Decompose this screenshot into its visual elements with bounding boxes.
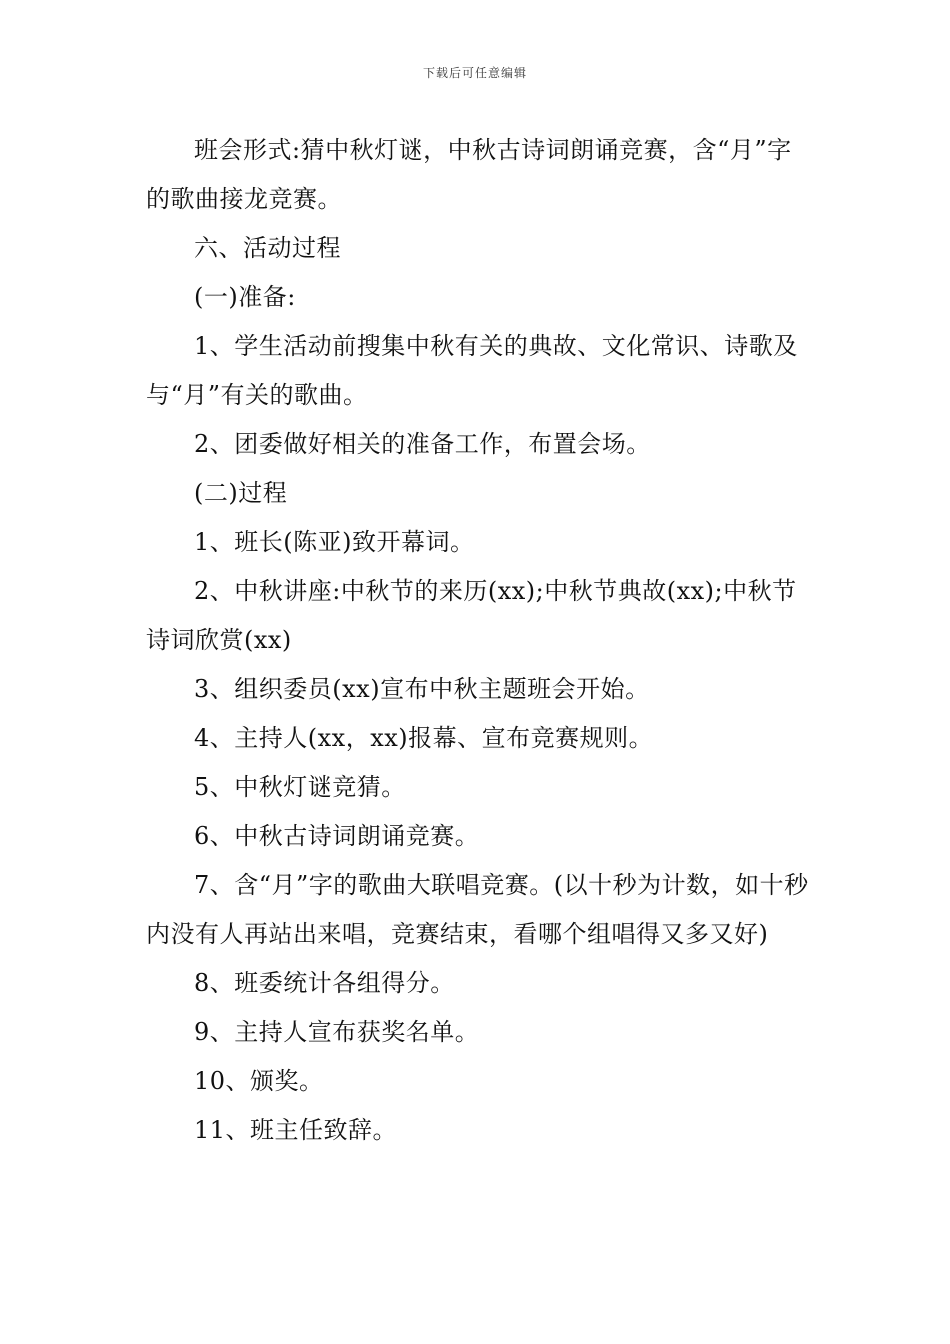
list-item-process-5: 5、中秋灯谜竞猜。 [194, 773, 406, 801]
subheading-process: (二)过程 [194, 479, 288, 507]
list-item-process-10: 10、颁奖。 [194, 1067, 324, 1095]
list-item-process-8: 8、班委统计各组得分。 [194, 969, 455, 997]
list-item-process-1: 1、班长(陈亚)致开幕词。 [194, 528, 475, 556]
list-item-process-4: 4、主持人(xx，xx)报幕、宣布竞赛规则。 [194, 724, 654, 752]
page-header: 下载后可任意编辑 [422, 66, 527, 80]
paragraph-class-format: 班会形式:猜中秋灯谜，中秋古诗词朗诵竞赛，含“月”字的歌曲接龙竞赛。 [146, 136, 792, 213]
list-item-process-6: 6、中秋古诗词朗诵竞赛。 [194, 822, 480, 850]
document-body [146, 126, 810, 1155]
list-item-process-3: 3、组织委员(xx)宣布中秋主题班会开始。 [194, 675, 650, 703]
list-item-process-7: 7、含“月”字的歌曲大联唱竞赛。(以十秒为计数，如十秒内没有人再站出来唱，竞赛结束，看哪个组唱得又多又好) [146, 871, 809, 948]
list-item-process-2: 2、中秋讲座:中秋节的来历(xx);中秋节典故(xx);中秋节诗词欣赏(xx) [146, 577, 797, 654]
list-item-prep-1: 1、学生活动前搜集中秋有关的典故、文化常识、诗歌及与“月”有关的歌曲。 [146, 332, 798, 409]
heading-activity-process: 六、活动过程 [194, 234, 341, 262]
subheading-preparation: (一)准备: [194, 283, 296, 311]
list-item-process-11: 11、班主任致辞。 [194, 1116, 398, 1144]
list-item-prep-2: 2、团委做好相关的准备工作，布置会场。 [194, 430, 651, 458]
list-item-process-9: 9、主持人宣布获奖名单。 [194, 1018, 480, 1046]
